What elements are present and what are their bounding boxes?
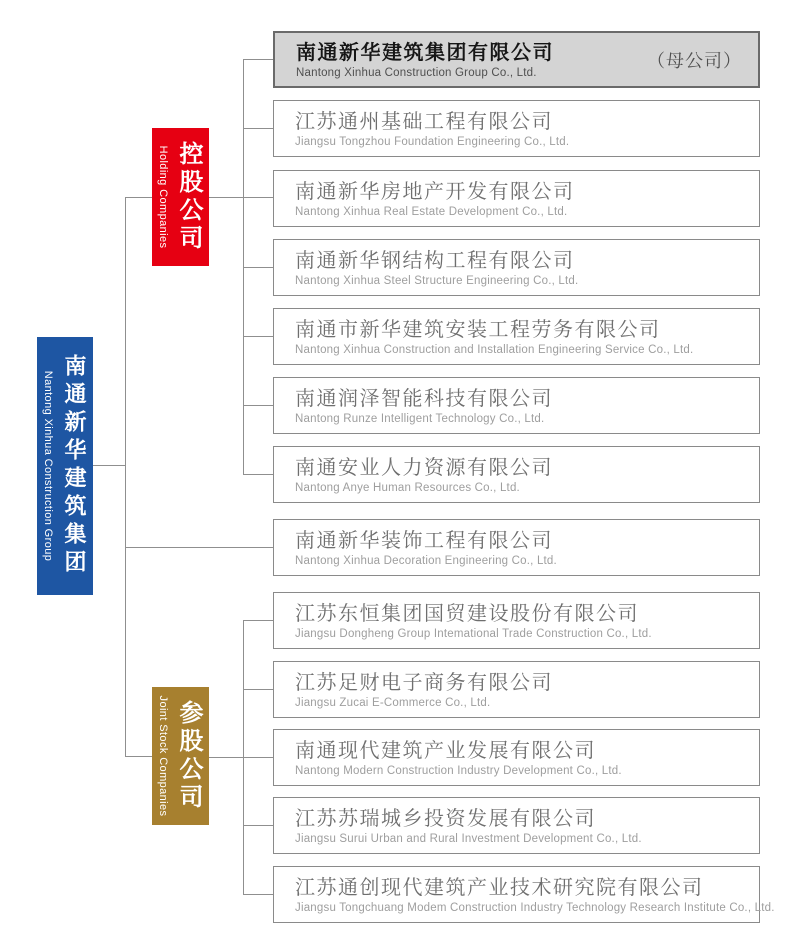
company-name-en: Nantong Xinhua Steel Structure Engineering Co., Ltd.	[295, 274, 579, 287]
company-box	[273, 239, 760, 296]
connector-line	[209, 197, 273, 198]
connector-line	[209, 757, 273, 758]
company-name-en: Jiangsu Tongzhou Foundation Engineering Co., Ltd.	[295, 135, 570, 148]
company-name-zh: 南通新华钢结构工程有限公司	[295, 249, 575, 272]
connector-line	[243, 825, 273, 826]
connector-line	[125, 197, 126, 757]
connector-line	[125, 197, 152, 198]
company-box	[273, 866, 775, 923]
connector-line	[243, 894, 273, 895]
connector-line	[243, 689, 273, 690]
company-name-en: Nantong Xinhua Decoration Engineering Co., Ltd.	[295, 554, 557, 567]
joint-label-zh: 参股公司	[175, 700, 202, 812]
connector-line	[125, 756, 152, 757]
company-name-zh: 江苏通州基础工程有限公司	[295, 110, 553, 133]
company-name-zh: 南通润泽智能科技有限公司	[295, 387, 553, 410]
company-box	[273, 519, 760, 576]
holding-label-en: Holding Companies	[157, 145, 169, 249]
connector-line	[243, 620, 273, 621]
company-name-zh: 南通市新华建筑安装工程劳务有限公司	[295, 318, 661, 341]
company-box	[273, 661, 760, 718]
company-name-en: Jiangsu Dongheng Group Intemational Trade Construction Co., Ltd.	[295, 627, 652, 640]
connector-line	[93, 465, 125, 466]
company-box	[273, 308, 760, 365]
connector-line	[243, 267, 273, 268]
connector-line	[243, 128, 273, 129]
company-name-zh: 江苏苏瑞城乡投资发展有限公司	[295, 807, 596, 830]
connector-line	[243, 620, 244, 895]
company-box	[273, 377, 760, 434]
company-name-zh: 南通新华装饰工程有限公司	[295, 529, 553, 552]
company-box	[273, 170, 760, 227]
connector-line	[243, 474, 273, 475]
company-name-en: Jiangsu Tongchuang Modem Construction Industry Technology Research Institute Co., Ltd.	[295, 901, 775, 914]
company-name-zh: 南通新华建筑集团有限公司	[296, 41, 554, 64]
connector-line	[243, 59, 273, 60]
holding-label-zh: 控股公司	[175, 141, 202, 253]
root-group-label-en: Nantong Xinhua Construction Group	[42, 370, 54, 562]
company-name-en: Nantong Xinhua Construction Group Co., Ltd.	[296, 66, 537, 79]
company-box	[273, 592, 760, 649]
connector-line	[243, 405, 273, 406]
joint-stock-companies-box	[152, 687, 209, 825]
company-name-en: Nantong Modern Construction Industry Development Co., Ltd.	[295, 764, 622, 777]
root-group-box	[37, 337, 93, 595]
joint-label-en: Joint Stock Companies	[157, 695, 169, 817]
company-name-zh: 江苏东恒集团国贸建设股份有限公司	[295, 602, 639, 625]
company-box	[273, 797, 760, 854]
connector-line	[125, 547, 273, 548]
company-box-parent	[273, 31, 760, 88]
company-name-en: Nantong Xinhua Construction and Installation Engineering Service Co., Ltd.	[295, 343, 694, 356]
company-name-en: Jiangsu Zucai E-Commerce Co., Ltd.	[295, 696, 491, 709]
company-name-en: Nantong Anye Human Resources Co., Ltd.	[295, 481, 520, 494]
company-name-zh: 江苏通创现代建筑产业技术研究院有限公司	[295, 876, 704, 899]
holding-companies-box	[152, 128, 209, 266]
company-name-en: Jiangsu Surui Urban and Rural Investment Development Co., Ltd.	[295, 832, 642, 845]
company-box	[273, 446, 760, 503]
company-name-zh: 南通新华房地产开发有限公司	[295, 180, 575, 203]
company-box	[273, 729, 760, 786]
company-box	[273, 100, 760, 157]
parent-company-tag: （母公司）	[647, 50, 742, 71]
company-name-en: Nantong Xinhua Real Estate Development Co., Ltd.	[295, 205, 568, 218]
company-name-en: Nantong Runze Intelligent Technology Co., Ltd.	[295, 412, 545, 425]
root-group-label-zh: 南通新华建筑集团	[62, 354, 87, 578]
company-name-zh: 南通安业人力资源有限公司	[295, 456, 553, 479]
company-name-zh: 江苏足财电子商务有限公司	[295, 671, 553, 694]
company-name-zh: 南通现代建筑产业发展有限公司	[295, 739, 596, 762]
connector-line	[243, 336, 273, 337]
